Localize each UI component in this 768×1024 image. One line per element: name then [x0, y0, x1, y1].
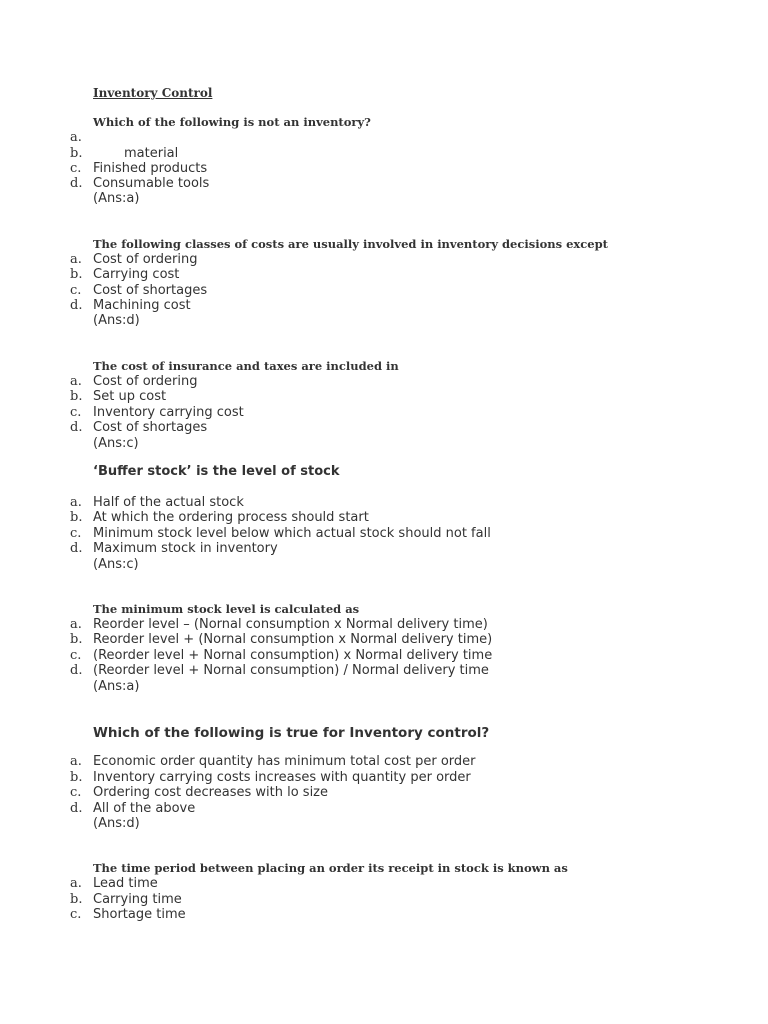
- option-text: (Reorder level + Nornal consumption) / Normal delivery time: [93, 663, 489, 678]
- option-text: Lead time: [93, 876, 158, 891]
- option-letter: c.: [70, 907, 82, 922]
- option-letter: d.: [70, 541, 83, 556]
- option-letter: a.: [70, 495, 82, 510]
- option-letter: b.: [70, 892, 83, 907]
- question-4: ‘Buffer stock’ is the level of stock: [93, 464, 340, 479]
- question-2: The following classes of costs are usually involved in inventory decisions except: [93, 237, 608, 251]
- option-text: Cost of ordering: [93, 252, 198, 267]
- option-letter: a.: [70, 130, 82, 145]
- option-letter: a.: [70, 876, 82, 891]
- option-letter: d.: [70, 176, 83, 191]
- option-text: Reorder level + (Nornal consumption x Normal delivery time): [93, 632, 493, 647]
- question-1: Which of the following is not an inventory?: [93, 115, 371, 129]
- option-letter: b.: [70, 267, 83, 282]
- option-text: Shortage time: [93, 907, 186, 922]
- option-letter: b.: [70, 389, 83, 404]
- option-letter: b.: [70, 510, 83, 525]
- option-letter: c.: [70, 526, 82, 541]
- option-letter: d.: [70, 298, 83, 313]
- question-3-answer: (Ans:c): [93, 436, 139, 451]
- option-letter: a.: [70, 754, 82, 769]
- option-letter: d.: [70, 420, 83, 435]
- option-text: material: [124, 146, 179, 161]
- document-title: Inventory Control: [93, 86, 213, 100]
- option-letter: a.: [70, 374, 82, 389]
- option-text: Inventory carrying cost: [93, 405, 244, 420]
- option-text: Half of the actual stock: [93, 495, 244, 510]
- option-letter: c.: [70, 161, 82, 176]
- question-6: Which of the following is true for Inventory control?: [93, 725, 490, 741]
- option-text: Set up cost: [93, 389, 167, 404]
- option-text: All of the above: [93, 801, 196, 816]
- option-text: Cost of shortages: [93, 283, 208, 298]
- question-7: The time period between placing an order its receipt in stock is known as: [93, 861, 568, 875]
- option-letter: c.: [70, 785, 82, 800]
- option-text: Inventory carrying costs increases with quantity per order: [93, 770, 471, 785]
- option-letter: d.: [70, 801, 83, 816]
- option-letter: c.: [70, 405, 82, 420]
- option-text: Maximum stock in inventory: [93, 541, 278, 556]
- option-letter: b.: [70, 632, 83, 647]
- option-text: Carrying cost: [93, 267, 180, 282]
- question-6-answer: (Ans:d): [93, 816, 140, 831]
- question-4-answer: (Ans:c): [93, 557, 139, 572]
- option-text: At which the ordering process should start: [93, 510, 369, 525]
- question-1-answer: (Ans:a): [93, 191, 140, 206]
- option-text: Finished products: [93, 161, 208, 176]
- option-text: Ordering cost decreases with lo size: [93, 785, 328, 800]
- option-text: Carrying time: [93, 892, 182, 907]
- option-text: Cost of shortages: [93, 420, 208, 435]
- option-text: (Reorder level + Nornal consumption) x Normal delivery time: [93, 648, 493, 663]
- option-text: Reorder level – (Nornal consumption x Normal delivery time): [93, 617, 488, 632]
- option-letter: b.: [70, 146, 83, 161]
- option-text: Cost of ordering: [93, 374, 198, 389]
- option-text: Economic order quantity has minimum total cost per order: [93, 754, 476, 769]
- question-2-answer: (Ans:d): [93, 313, 140, 328]
- option-letter: b.: [70, 770, 83, 785]
- question-5: The minimum stock level is calculated as: [93, 602, 360, 616]
- option-letter: c.: [70, 283, 82, 298]
- option-letter: a.: [70, 617, 82, 632]
- option-letter: c.: [70, 648, 82, 663]
- option-letter: d.: [70, 663, 83, 678]
- option-letter: a.: [70, 252, 82, 267]
- option-text: Machining cost: [93, 298, 191, 313]
- question-5-answer: (Ans:a): [93, 679, 140, 694]
- option-text: Consumable tools: [93, 176, 210, 191]
- question-3: The cost of insurance and taxes are included in: [93, 359, 399, 373]
- option-text: Minimum stock level below which actual stock should not fall: [93, 526, 491, 541]
